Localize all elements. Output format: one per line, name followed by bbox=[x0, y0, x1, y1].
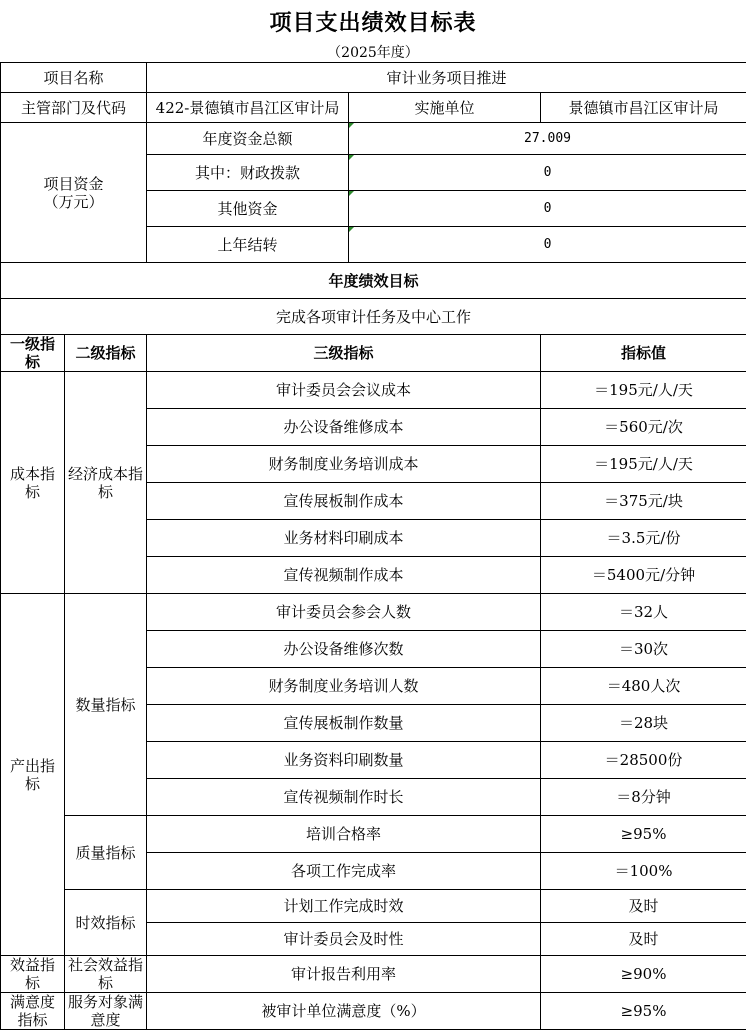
indicator-value: ＝32人 bbox=[541, 594, 746, 631]
funds-row-value: 0 bbox=[349, 191, 746, 227]
dept-label: 主管部门及代码 bbox=[1, 93, 147, 123]
level2-economic-cost: 经济成本指标 bbox=[65, 372, 147, 594]
indicator-name: 财务制度业务培训成本 bbox=[147, 446, 541, 483]
level2-quantity: 数量指标 bbox=[65, 594, 147, 816]
indicator-name: 审计委员会参会人数 bbox=[147, 594, 541, 631]
indicator-value: ＝100% bbox=[541, 853, 746, 890]
col-header-value: 指标值 bbox=[541, 335, 746, 372]
indicator-value: ＝560元/次 bbox=[541, 409, 746, 446]
indicator-name: 计划工作完成时效 bbox=[147, 890, 541, 923]
indicator-value: ＝3.5元/份 bbox=[541, 520, 746, 557]
performance-target-table bbox=[0, 62, 746, 1030]
indicator-value: ≥90% bbox=[541, 956, 746, 993]
funds-label: 项目资金 （万元） bbox=[1, 123, 147, 263]
indicator-name: 审计委员会会议成本 bbox=[147, 372, 541, 409]
funds-row-value: 0 bbox=[349, 227, 746, 263]
goal-heading: 年度绩效目标 bbox=[1, 263, 746, 299]
indicator-value: ≥95% bbox=[541, 816, 746, 853]
indicator-value: 及时 bbox=[541, 923, 746, 956]
col-header-level1: 一级指标 bbox=[1, 335, 65, 372]
indicator-value: ≥95% bbox=[541, 993, 746, 1030]
funds-row-label: 其中：财政拨款 bbox=[147, 155, 349, 191]
level2-timeliness: 时效指标 bbox=[65, 890, 147, 956]
indicator-name: 审计报告利用率 bbox=[147, 956, 541, 993]
indicator-name: 被审计单位满意度（%） bbox=[147, 993, 541, 1030]
indicator-name: 培训合格率 bbox=[147, 816, 541, 853]
indicator-name: 财务制度业务培训人数 bbox=[147, 668, 541, 705]
indicator-name: 宣传视频制作时长 bbox=[147, 779, 541, 816]
indicator-name: 审计委员会及时性 bbox=[147, 923, 541, 956]
indicator-value: ＝30次 bbox=[541, 631, 746, 668]
indicator-value: ＝28500份 bbox=[541, 742, 746, 779]
goal-text: 完成各项审计任务及中心工作 bbox=[1, 299, 746, 335]
level2-quality: 质量指标 bbox=[65, 816, 147, 890]
indicator-name: 业务材料印刷成本 bbox=[147, 520, 541, 557]
indicator-value: ＝8分钟 bbox=[541, 779, 746, 816]
impl-label: 实施单位 bbox=[349, 93, 541, 123]
funds-row-label: 上年结转 bbox=[147, 227, 349, 263]
col-header-level2: 二级指标 bbox=[65, 335, 147, 372]
indicator-name: 宣传视频制作成本 bbox=[147, 557, 541, 594]
indicator-name: 宣传展板制作数量 bbox=[147, 705, 541, 742]
indicator-value: ＝480人次 bbox=[541, 668, 746, 705]
level2-social-benefit: 社会效益指标 bbox=[65, 956, 147, 993]
indicator-value: ＝375元/块 bbox=[541, 483, 746, 520]
page-title: 项目支出绩效目标表 bbox=[0, 6, 746, 37]
funds-row-value: 27.009 bbox=[349, 123, 746, 155]
funds-row-label: 其他资金 bbox=[147, 191, 349, 227]
indicator-value: ＝195元/人/天 bbox=[541, 446, 746, 483]
indicator-value: ＝28块 bbox=[541, 705, 746, 742]
indicator-name: 业务资料印刷数量 bbox=[147, 742, 541, 779]
funds-row-label: 年度资金总额 bbox=[147, 123, 349, 155]
indicator-name: 各项工作完成率 bbox=[147, 853, 541, 890]
project-name-value: 审计业务项目推进 bbox=[147, 63, 746, 93]
level1-benefit: 效益指标 bbox=[1, 956, 65, 993]
indicator-name: 办公设备维修次数 bbox=[147, 631, 541, 668]
project-name-label: 项目名称 bbox=[1, 63, 147, 93]
level1-satisfaction: 满意度指标 bbox=[1, 993, 65, 1030]
indicator-value: ＝195元/人/天 bbox=[541, 372, 746, 409]
level2-service-satisfaction: 服务对象满意度 bbox=[65, 993, 147, 1030]
fiscal-year: （2025年度） bbox=[0, 42, 746, 62]
level1-output: 产出指标 bbox=[1, 594, 65, 956]
dept-value: 422-景德镇市昌江区审计局 bbox=[147, 93, 349, 123]
level1-cost: 成本指标 bbox=[1, 372, 65, 594]
col-header-level3: 三级指标 bbox=[147, 335, 541, 372]
indicator-value: 及时 bbox=[541, 890, 746, 923]
impl-value: 景德镇市昌江区审计局 bbox=[541, 93, 746, 123]
funds-row-value: 0 bbox=[349, 155, 746, 191]
indicator-name: 办公设备维修成本 bbox=[147, 409, 541, 446]
indicator-value: ＝5400元/分钟 bbox=[541, 557, 746, 594]
indicator-name: 宣传展板制作成本 bbox=[147, 483, 541, 520]
